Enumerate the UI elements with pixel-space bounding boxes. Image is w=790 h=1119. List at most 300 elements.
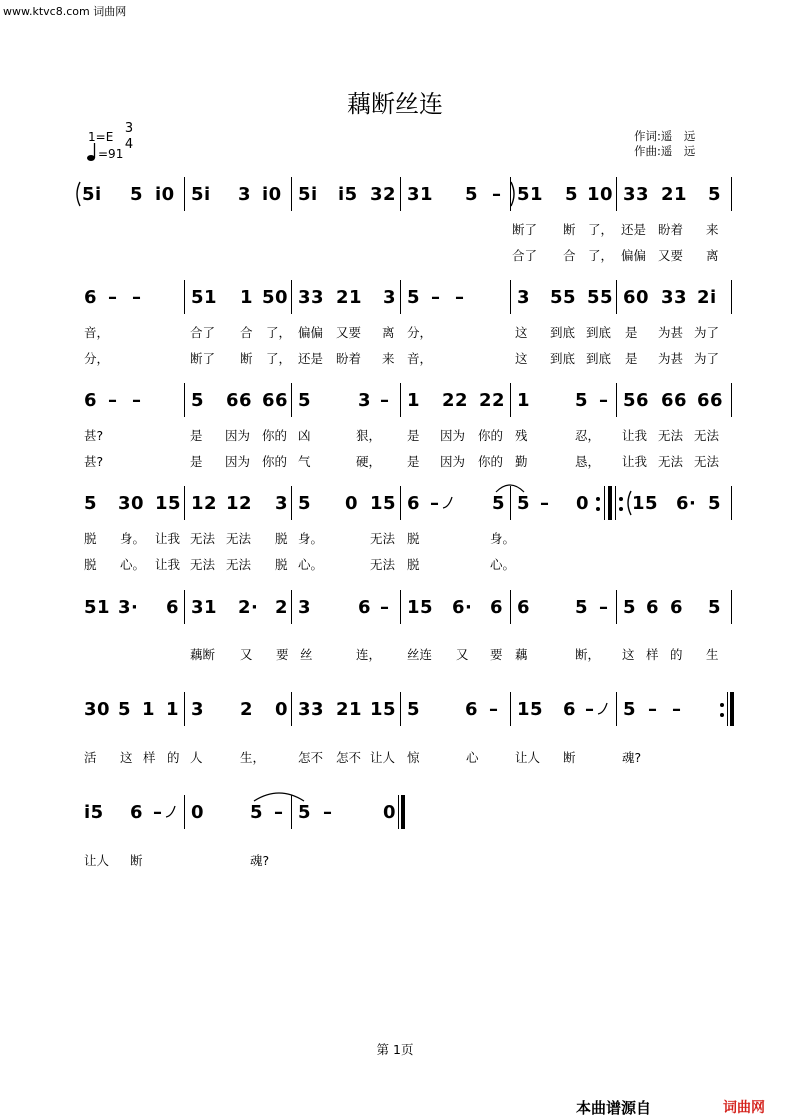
lyric: 因为 <box>440 454 466 469</box>
staff-row-1 <box>80 177 732 217</box>
note: 5i <box>191 184 211 205</box>
lyric: 脱 <box>275 531 288 546</box>
barline <box>616 692 617 726</box>
staff-row-7 <box>80 795 732 835</box>
note: 5i <box>298 184 318 205</box>
note: 5 <box>130 184 144 205</box>
lyric: 样 <box>143 750 156 765</box>
lyric: 让我 <box>155 531 181 546</box>
note: 12 <box>226 493 253 514</box>
key-signature: 1=E <box>88 130 114 144</box>
lyric: 脱 <box>84 531 97 546</box>
note: – <box>430 493 440 514</box>
barline <box>184 692 185 726</box>
lyric: 断， <box>575 647 601 662</box>
note: i5 <box>84 802 104 823</box>
barline <box>510 590 511 624</box>
note: – <box>132 287 142 308</box>
note: i0 <box>155 184 175 205</box>
lyric: 身。 <box>120 531 146 546</box>
lyric: 是 <box>407 454 420 469</box>
barline <box>291 692 292 726</box>
barline <box>184 280 185 314</box>
barline <box>510 486 511 520</box>
quarter-note-icon <box>86 141 104 163</box>
source-text: 本曲谱源自 <box>576 1099 652 1117</box>
note: – <box>132 390 142 411</box>
time-signature <box>124 121 134 153</box>
note: 6 <box>670 597 684 618</box>
lyric: 为甚 <box>658 325 684 340</box>
lyric: 心。 <box>298 557 324 572</box>
lyric: 到底 <box>550 351 576 366</box>
note: 5 <box>407 287 421 308</box>
note: 5 <box>623 699 637 720</box>
barline <box>616 590 617 624</box>
note: 6· <box>676 493 697 514</box>
lyric: 生 <box>706 647 719 662</box>
lyric: 无法 <box>694 454 720 469</box>
barline <box>727 692 728 726</box>
staff-row-3 <box>80 383 732 423</box>
lyric: 偏偏 <box>621 248 647 263</box>
note: 15 <box>370 699 397 720</box>
note: 3 <box>191 699 205 720</box>
repeat-dot <box>596 497 600 501</box>
barline <box>184 590 185 624</box>
lyric: 人 <box>190 750 203 765</box>
lyric: 脱 <box>407 531 420 546</box>
note: 33 <box>298 287 325 308</box>
note: – <box>648 699 658 720</box>
note: 33 <box>623 184 650 205</box>
note: 55 <box>550 287 577 308</box>
note: 5 <box>492 493 506 514</box>
staff-row-4 <box>80 486 732 526</box>
note: 0 <box>383 802 397 823</box>
lyric: 断了 <box>512 222 538 237</box>
note: 1 <box>407 390 421 411</box>
lyric: 藕断 <box>190 647 216 662</box>
lyric: 心。 <box>490 557 516 572</box>
note: 32 <box>370 184 397 205</box>
note: 6 <box>358 597 372 618</box>
barline <box>400 280 401 314</box>
note: 3· <box>118 597 139 618</box>
lyric: 还是 <box>298 351 324 366</box>
note: 22 <box>442 390 469 411</box>
lyric: 了， <box>266 351 292 366</box>
lyric: 残 <box>515 428 528 443</box>
lyric: 这 <box>120 750 133 765</box>
note: – <box>489 699 499 720</box>
lyric: 偏偏 <box>298 325 324 340</box>
note: 5 <box>465 184 479 205</box>
barline-thick <box>401 795 405 829</box>
barline <box>398 795 399 829</box>
lyric: 让我 <box>622 428 648 443</box>
lyric: 了， <box>266 325 292 340</box>
staff-row-2 <box>80 280 732 320</box>
note: 3 <box>298 597 312 618</box>
lyric: 为了 <box>694 325 720 340</box>
note: – <box>585 699 595 720</box>
note: 50 <box>262 287 289 308</box>
lyric: 的 <box>670 647 683 662</box>
paren-open <box>74 181 82 207</box>
lyric: 是 <box>625 325 638 340</box>
note: – <box>455 287 465 308</box>
lyric: 怎不 <box>298 750 324 765</box>
lyric: 无法 <box>226 557 252 572</box>
note: 6· <box>452 597 473 618</box>
lyric: 合 <box>563 248 576 263</box>
lyric: 要 <box>490 647 503 662</box>
lyric: 狠， <box>356 428 382 443</box>
lyric: 这 <box>515 351 528 366</box>
lyric: 忍， <box>575 428 601 443</box>
note: i5 <box>338 184 358 205</box>
note: 55 <box>587 287 614 308</box>
note: 5 <box>298 493 312 514</box>
time-signature-bottom: 4 <box>124 137 134 152</box>
barline <box>400 590 401 624</box>
lyric: 你的 <box>478 454 504 469</box>
note: 33 <box>298 699 325 720</box>
lyric: 让人 <box>370 750 396 765</box>
barline <box>616 383 617 417</box>
barline <box>184 383 185 417</box>
lyric: 是 <box>190 454 203 469</box>
lyric: 来 <box>382 351 395 366</box>
lyric: 魂? <box>250 853 270 868</box>
note: 15 <box>370 493 397 514</box>
repeat-dot <box>619 497 623 501</box>
note: – <box>492 184 502 205</box>
lyric: 分， <box>84 351 110 366</box>
note: 10 <box>587 184 614 205</box>
lyric: 又要 <box>658 248 684 263</box>
lyric: 脱 <box>407 557 420 572</box>
lyric: 是 <box>407 428 420 443</box>
lyric: 无法 <box>658 428 684 443</box>
note: 0 <box>275 699 289 720</box>
note: 66 <box>226 390 253 411</box>
note: 6 <box>84 287 98 308</box>
lyric: 甚? <box>84 428 104 443</box>
breath-mark-icon <box>442 495 454 511</box>
note: 66 <box>262 390 289 411</box>
barline <box>291 383 292 417</box>
note: 5 <box>517 493 531 514</box>
note: 6 <box>84 390 98 411</box>
lyric: 无法 <box>658 454 684 469</box>
barline-thick <box>608 486 612 520</box>
barline <box>400 692 401 726</box>
lyric: 凶 <box>298 428 311 443</box>
note: 21 <box>336 287 363 308</box>
lyric: 你的 <box>262 428 288 443</box>
staff-row-6 <box>80 692 732 732</box>
lyric: 又 <box>240 647 253 662</box>
lyric: 无法 <box>694 428 720 443</box>
page-number: 第 1页 <box>376 1042 414 1057</box>
note: 3 <box>238 184 252 205</box>
barline <box>731 280 732 314</box>
lyric: 合 <box>240 325 253 340</box>
note: 5 <box>118 699 132 720</box>
lyric: 让人 <box>515 750 541 765</box>
barline <box>731 590 732 624</box>
note: 1 <box>517 390 531 411</box>
lyric: 脱 <box>275 557 288 572</box>
lyric: 合了 <box>190 325 216 340</box>
lyric: 无法 <box>370 531 396 546</box>
note: – <box>599 390 609 411</box>
note: 5 <box>708 493 722 514</box>
lyric: 惊 <box>407 750 420 765</box>
note: 21 <box>336 699 363 720</box>
composer: 作曲:遥 远 <box>634 144 696 158</box>
staff-row-5 <box>80 590 732 630</box>
note: – <box>599 597 609 618</box>
lyric: 是 <box>625 351 638 366</box>
lyric: 来 <box>706 222 719 237</box>
credits <box>634 129 695 159</box>
note: 5 <box>708 597 722 618</box>
barline <box>616 177 617 211</box>
barline <box>291 280 292 314</box>
lyric: 你的 <box>478 428 504 443</box>
lyric: 断 <box>130 853 143 868</box>
barline <box>291 177 292 211</box>
lyric: 还是 <box>621 222 647 237</box>
song-title: 藕断丝连 <box>347 90 443 118</box>
lyric: 勤 <box>515 454 528 469</box>
watermark: www.ktvc8.com 词曲网 <box>3 5 127 18</box>
lyric: 样 <box>646 647 659 662</box>
note: 5 <box>565 184 579 205</box>
tempo-marking <box>88 147 123 161</box>
breath-mark-icon <box>165 804 177 820</box>
note: 33 <box>661 287 688 308</box>
repeat-dot <box>720 713 724 717</box>
lyric: 身。 <box>490 531 516 546</box>
barline <box>400 383 401 417</box>
note: 5 <box>298 802 312 823</box>
barline <box>731 383 732 417</box>
lyric: 气 <box>298 454 311 469</box>
lyric: 脱 <box>84 557 97 572</box>
note: 66 <box>661 390 688 411</box>
lyric: 断 <box>240 351 253 366</box>
note: 21 <box>661 184 688 205</box>
lyric: 怎不 <box>336 750 362 765</box>
note: – <box>672 699 682 720</box>
lyric: 硬， <box>356 454 382 469</box>
note: 3 <box>383 287 397 308</box>
note: 15 <box>632 493 659 514</box>
lyric: 离 <box>706 248 719 263</box>
lyric: 为甚 <box>658 351 684 366</box>
lyric: 心。 <box>120 557 146 572</box>
note: 12 <box>191 493 218 514</box>
lyric: 因为 <box>440 428 466 443</box>
lyric: 合了 <box>512 248 538 263</box>
note: 5 <box>250 802 264 823</box>
lyric: 生， <box>240 750 266 765</box>
note: 66 <box>697 390 724 411</box>
lyric: 了， <box>588 222 614 237</box>
note: 0 <box>191 802 205 823</box>
note: 1 <box>240 287 254 308</box>
lyric: 让我 <box>622 454 648 469</box>
lyric: 断 <box>563 750 576 765</box>
note: 0 <box>576 493 590 514</box>
lyric: 是 <box>190 428 203 443</box>
note: 5 <box>84 493 98 514</box>
note: 6 <box>490 597 504 618</box>
note: 5 <box>708 184 722 205</box>
barline <box>400 177 401 211</box>
note: 6 <box>407 493 421 514</box>
barline <box>291 486 292 520</box>
note: – <box>108 390 118 411</box>
note: 2 <box>240 699 254 720</box>
note: – <box>108 287 118 308</box>
barline <box>184 177 185 211</box>
lyric: 恳， <box>575 454 601 469</box>
note: 3 <box>517 287 531 308</box>
lyric: 无法 <box>226 531 252 546</box>
time-signature-top: 3 <box>124 121 134 136</box>
note: 6 <box>465 699 479 720</box>
note: – <box>380 597 390 618</box>
barline-thick <box>730 692 734 726</box>
breath-mark-icon <box>597 701 609 717</box>
lyric: 这 <box>622 647 635 662</box>
barline <box>731 486 732 520</box>
note: 0 <box>345 493 359 514</box>
barline <box>291 795 292 829</box>
note: 15 <box>517 699 544 720</box>
note: 2 <box>275 597 289 618</box>
lyric: 因为 <box>225 454 251 469</box>
lyric: 要 <box>276 647 289 662</box>
note: 51 <box>517 184 544 205</box>
lyric: 音， <box>407 351 433 366</box>
note: 30 <box>118 493 145 514</box>
note: i0 <box>262 184 282 205</box>
note: – <box>323 802 333 823</box>
note: 56 <box>623 390 650 411</box>
lyric: 到底 <box>550 325 576 340</box>
lyric: 离 <box>382 325 395 340</box>
repeat-dot <box>619 507 623 511</box>
note: 5 <box>298 390 312 411</box>
note: 15 <box>155 493 182 514</box>
barline <box>291 590 292 624</box>
lyric: 藕 <box>515 647 528 662</box>
lyric: 的 <box>167 750 180 765</box>
lyric: 活 <box>84 750 97 765</box>
note: 3 <box>275 493 289 514</box>
note: – <box>153 802 163 823</box>
barline <box>615 486 616 520</box>
note: – <box>540 493 550 514</box>
lyric: 你的 <box>262 454 288 469</box>
note: 31 <box>191 597 218 618</box>
lyric: 无法 <box>190 557 216 572</box>
note: 3 <box>358 390 372 411</box>
barline <box>510 280 511 314</box>
lyric: 又 <box>456 647 469 662</box>
note: – <box>431 287 441 308</box>
barline <box>731 177 732 211</box>
note: 6 <box>130 802 144 823</box>
lyric: 丝连 <box>407 647 433 662</box>
note: 51 <box>84 597 111 618</box>
note: 5i <box>82 184 102 205</box>
note: 1 <box>166 699 180 720</box>
tie-arc <box>252 787 306 803</box>
lyric: 到底 <box>586 325 612 340</box>
lyric: 为了 <box>694 351 720 366</box>
lyric: 无法 <box>370 557 396 572</box>
lyric: 盼着 <box>658 222 684 237</box>
lyric: 让人 <box>84 853 110 868</box>
lyric: 丝 <box>300 647 313 662</box>
tempo-value: =91 <box>98 147 124 161</box>
note: 22 <box>479 390 506 411</box>
lyric: 到底 <box>586 351 612 366</box>
note: 5 <box>191 390 205 411</box>
note: 31 <box>407 184 434 205</box>
barline <box>184 795 185 829</box>
lyric: 魂? <box>622 750 642 765</box>
barline <box>510 383 511 417</box>
lyric: 音， <box>84 325 110 340</box>
lyric: 甚? <box>84 454 104 469</box>
note: 5 <box>623 597 637 618</box>
site-logo[interactable]: 词曲网 <box>723 1100 765 1116</box>
lyric: 又要 <box>336 325 362 340</box>
lyric: 身。 <box>298 531 324 546</box>
note: – <box>274 802 284 823</box>
lyric: 断 <box>563 222 576 237</box>
lyric: 了， <box>588 248 614 263</box>
note: 1 <box>142 699 156 720</box>
note: 5 <box>407 699 421 720</box>
note: 6 <box>646 597 660 618</box>
note: – <box>380 390 390 411</box>
barline <box>604 486 605 520</box>
lyric: 这 <box>515 325 528 340</box>
lyric: 无法 <box>190 531 216 546</box>
lyric: 让我 <box>155 557 181 572</box>
note: 2i <box>697 287 717 308</box>
lyric: 盼着 <box>336 351 362 366</box>
barline <box>510 692 511 726</box>
lyric: 分， <box>407 325 433 340</box>
repeat-dot <box>596 507 600 511</box>
note: 30 <box>84 699 111 720</box>
barline <box>400 486 401 520</box>
lyric: 心 <box>466 750 479 765</box>
note: 2· <box>238 597 259 618</box>
note: 6 <box>517 597 531 618</box>
lyricist: 作词:遥 远 <box>634 129 696 143</box>
